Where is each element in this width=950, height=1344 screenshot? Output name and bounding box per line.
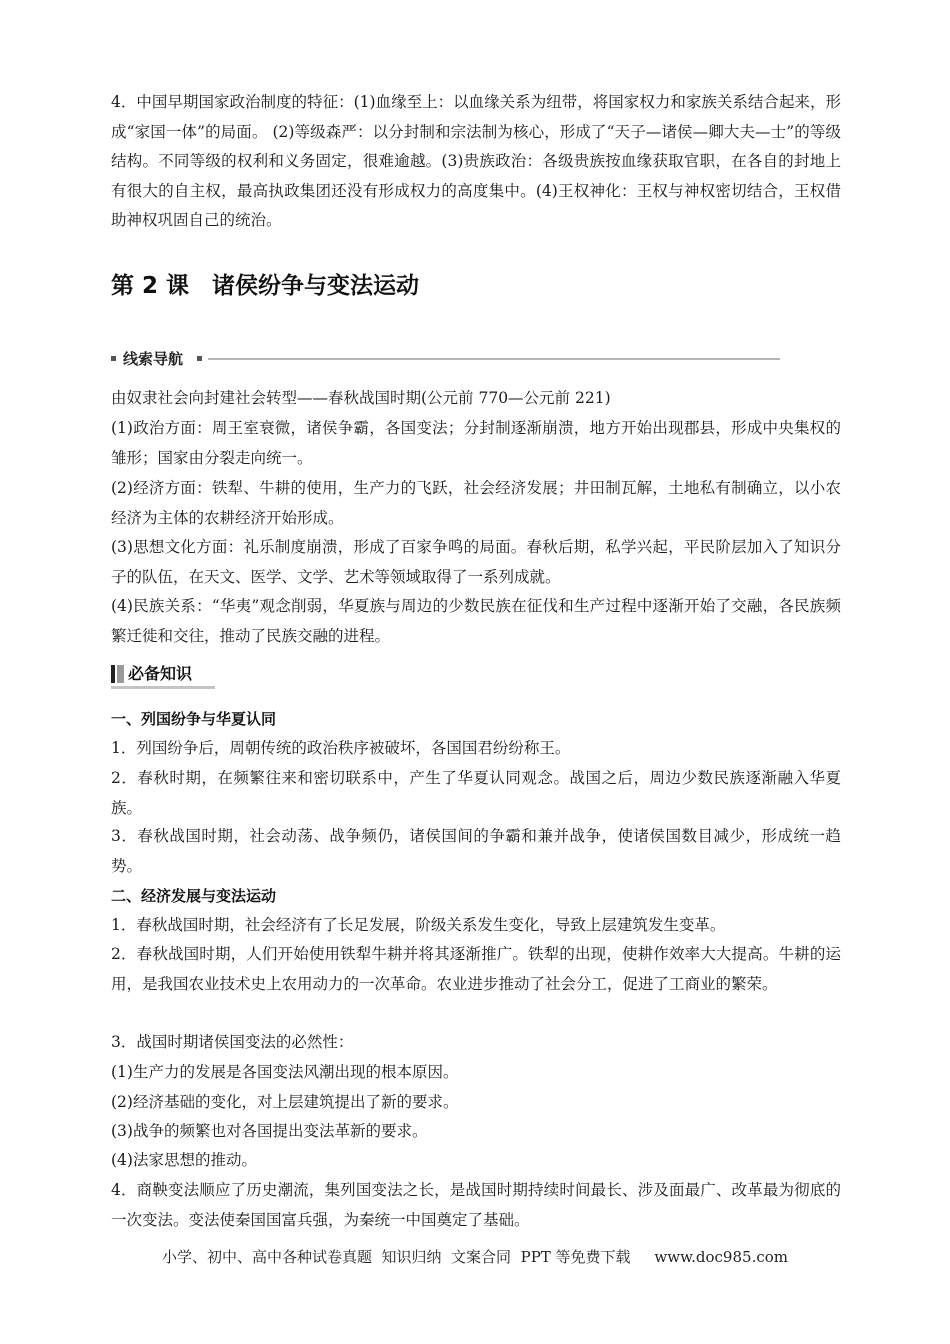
section1-item: 2．春秋时期，在频繁往来和密切联系中，产生了华夏认同观念。战国之后，周边少数民族逐渐融入华夏族。 xyxy=(111,769,841,817)
clue-nav-lead: 由奴隶社会向封建社会转型——春秋战国时期(公元前 770—公元前 221) xyxy=(111,389,611,407)
section1-item: 3．春秋战国时期，社会动荡、战争频仍，诸侯国间的争霸和兼并战争，使诸侯国数目减少，形成统一趋势。 xyxy=(111,827,841,875)
clue-nav-item: (3)思想文化方面：礼乐制度崩溃，形成了百家争鸣的局面。春秋后期，私学兴起，平民阶层加入了知识分子的队伍，在天文、医学、文学、艺术等领域取得了一系列成就。 xyxy=(111,538,841,586)
clue-nav-item: (2)经济方面：铁犁、牛耕的使用，生产力的飞跃，社会经济发展；井田制瓦解，土地私有制确立，以小农经济为主体的农耕经济开始形成。 xyxy=(111,479,841,527)
section2-item: 3．战国时期诸侯国变法的必然性： xyxy=(111,1033,354,1051)
section1-title: 一、列国纷争与华夏认同 xyxy=(111,710,277,728)
section2-item: (2)经济基础的变化，对上层建筑提出了新的要求。 xyxy=(111,1093,459,1111)
clue-nav-item: (1)政治方面：周王室衰微，诸侯争霸，各国变法；分封制逐渐崩溃，地方开始出现郡县，形成中央集权的雏形；国家由分裂走向统一。 xyxy=(111,419,841,467)
section2-item: (4)法家思想的推动。 xyxy=(111,1151,257,1169)
section2-item: 2．春秋战国时期，人们开始使用铁犁牛耕并将其逐渐推广。铁犁的出现，使耕作效率大大提高。牛耕的运用，是我国农业技术史上农用动力的一次革命。农业进步推动了社会分工，促进了工商业的繁荣。 xyxy=(111,945,841,993)
clue-nav-header xyxy=(111,347,781,371)
square-bullet-icon xyxy=(111,356,116,361)
section2-item: 4．商鞅变法顺应了历史潮流，集列国变法之长，是战国时期持续时间最长、涉及面最广、改革最为彻底的一次变法。变法使秦国国富兵强，为秦统一中国奠定了基础。 xyxy=(111,1181,841,1229)
section-underline xyxy=(111,686,215,689)
lesson-title: 第 2 课 诸侯纷争与变法运动 xyxy=(111,273,420,299)
page-footer: 小学、初中、高中各种试卷真题 知识归纳 文案合同 PPT 等免费下载 www.doc985.com xyxy=(161,1248,788,1266)
clue-nav-item: (4)民族关系：“华夷”观念削弱，华夏族与周边的少数民族在征伐和生产过程中逐渐开始了交融，各民族频繁迁徙和交往，推动了民族交融的进程。 xyxy=(111,597,841,645)
intro-paragraph: 4．中国早期国家政治制度的特征：(1)血缘至上：以血缘关系为纽带，将国家权力和家族关系结合起来，形成“家国一体”的局面。 (2)等级森严：以分封制和宗法制为核心，形成了“天子—诸侯—卿大夫—士”的等级结构。不同等级的权利和义务固定，很难逾越。(3)贵族政治：各级贵族按血缘获取官职，在各自的封地上有很大的自主权，最高执政集团还没有形成权力的高度集中。(4)王权神化：王权与神权密切结合，王权借助神权巩固自己的统治。 xyxy=(111,93,841,229)
section-bar-icon xyxy=(111,665,115,683)
clue-nav-heading: 线索导航 xyxy=(123,350,184,368)
section2-item: (3)战争的频繁也对各国提出变法革新的要求。 xyxy=(111,1122,428,1140)
essential-knowledge-header xyxy=(111,662,215,688)
square-bullet-icon xyxy=(197,356,202,361)
section1-item: 1．列国纷争后，周朝传统的政治秩序被破坏，各国国君纷纷称王。 xyxy=(111,739,571,757)
essential-knowledge-heading: 必备知识 xyxy=(128,664,193,683)
section2-item: (1)生产力的发展是各国变法风潮出现的根本原因。 xyxy=(111,1063,459,1081)
divider-line xyxy=(208,358,780,360)
section2-item: 1．春秋战国时期，社会经济有了长足发展，阶级关系发生变化，导致上层建筑发生变革。 xyxy=(111,916,726,934)
section2-title: 二、经济发展与变法运动 xyxy=(111,887,277,905)
section-shade-icon xyxy=(117,665,124,683)
